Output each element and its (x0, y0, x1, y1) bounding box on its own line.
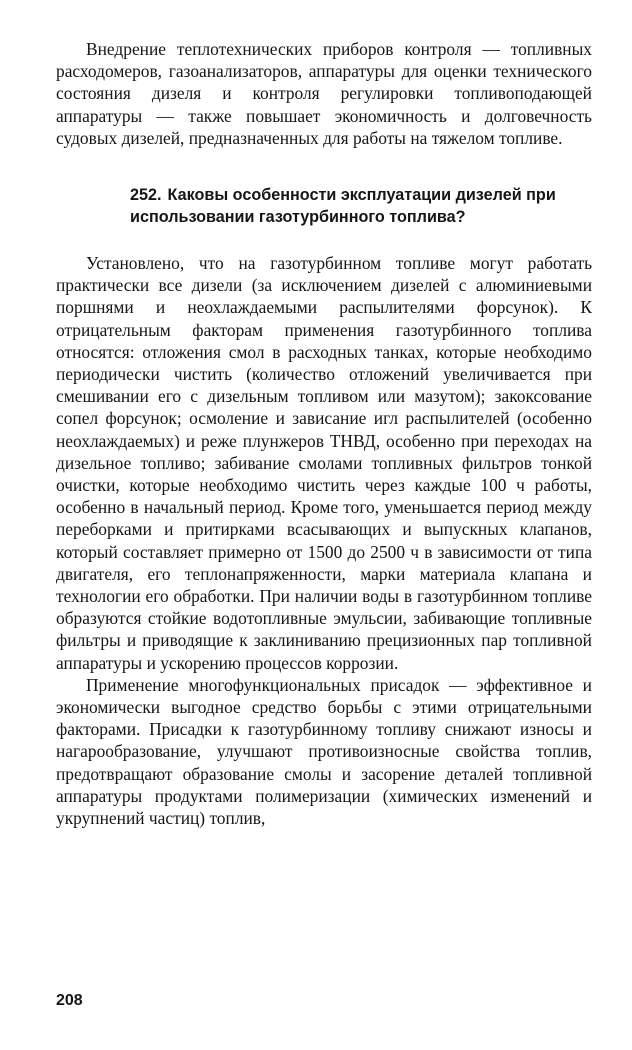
question-text: Каковы особенности эксплуатации дизелей при использовании газотурбинного топлива? (130, 186, 556, 227)
question-number: 252. (130, 186, 162, 205)
paragraph-gas-turbine-fuel-effects: Установлено, что на газотурбинном топливе могут работать практически все дизели (за исключением дизелей с алюминиевыми поршнями и неохлаждаемыми распылителями форсунок). К отрицательным факторам применения газотурбинного топлива относятся: отложения смол в расходных танках, которые необходимо периодически чистить (количество отложений увеличивается при смешивании его с дизельным топливом или мазутом); закоксование сопел форсунок; осмоление и зависание игл распылителей (особенно неохлаждаемых) и реже плунжеров ТНВД, особенно при переходах на дизельное топливо; забивание смолами топливных фильтров тонкой очистки, которые необходимо чистить через каждые 100 ч работы, особенно в начальный период. Кроме того, уменьшается период между переборками и притирками всасывающих и выпускных клапанов, который составляет примерно от 1500 до 2500 ч в зависимости от типа двигателя, его теплонапряженности, марки материала клапана и технологии его обработки. При наличии воды в газотурбинном топливе образуются стойкие водотопливные эмульсии, забивающие топливные фильтры и приводящие к заклиниванию прецизионных пар топливной аппаратуры и ускорению процессов коррозии. (56, 253, 592, 673)
paragraph-multifunctional-additives: Применение многофункциональных присадок — эффективное и экономически выгодное средство борьбы с этими отрицательными факторами. Присадки к газотурбинному топливу снижают износы и нагарообразование, улучшают противоизносные свойства топлив, предотвращают образование смолы и засорение деталей топливной аппаратуры продуктами полимеризации (химических изменений и укрупнений частиц) топлив, (56, 674, 592, 829)
question-heading (130, 184, 570, 228)
book-page (56, 38, 592, 829)
page-number: 208 (56, 992, 83, 1009)
paragraph-heat-monitoring-devices: Внедрение теплотехнических приборов контроля — топливных расходомеров, газоанализаторов, аппаратуры для оценки технического состояния дизеля и контроля регулировки топливоподающей аппаратуры — также повышает экономичность и долговечность судовых дизелей, предназначенных для работы на тяжелом топливе. (56, 39, 592, 148)
